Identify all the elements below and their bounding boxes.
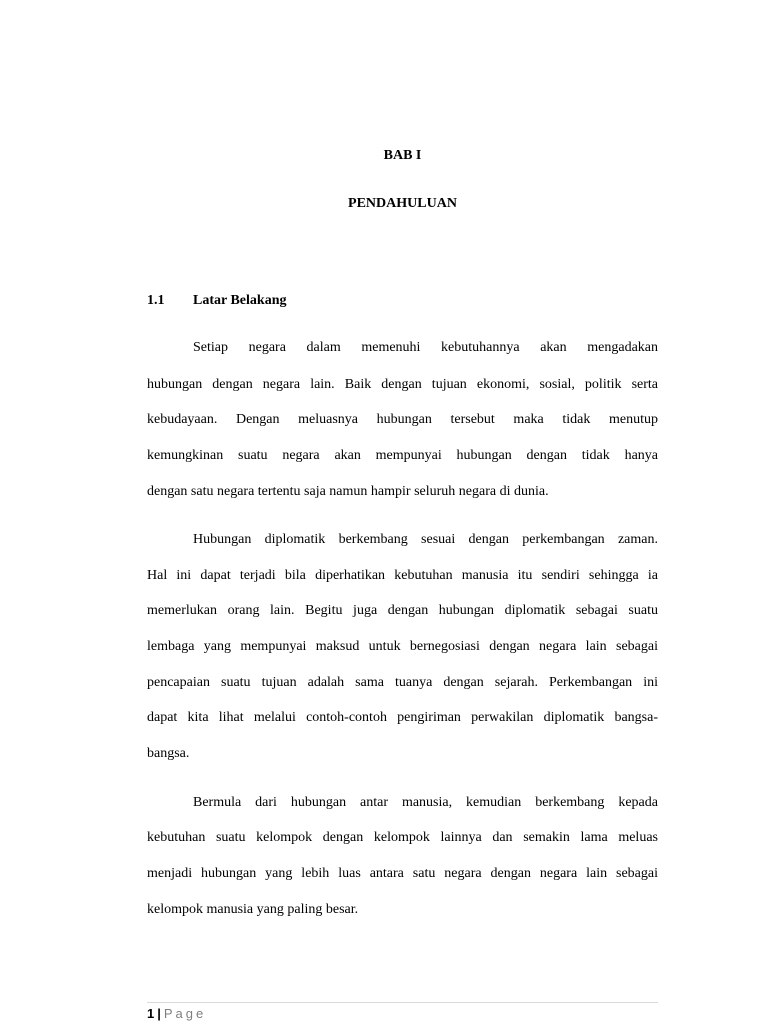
- section-title: Latar Belakang: [193, 293, 287, 308]
- footer-divider: [147, 1002, 658, 1003]
- paragraph-line: Hal ini dapat terjadi bila diperhatikan kebutuhan manusia itu sendiri sehingga ia: [147, 568, 658, 583]
- paragraph-line: Setiap negara dalam memenuhi kebutuhannya akan mengadakan: [193, 340, 658, 355]
- chapter-title: PENDAHULUAN: [348, 196, 457, 211]
- paragraph-line: kebudayaan. Dengan meluasnya hubungan tersebut maka tidak menutup: [147, 412, 658, 427]
- paragraph-line: memerlukan orang lain. Begitu juga dengan hubungan diplomatik sebagai suatu: [147, 603, 658, 618]
- paragraph-line: kebutuhan suatu kelompok dengan kelompok lainnya dan semakin lama meluas: [147, 830, 658, 845]
- paragraph-line: kelompok manusia yang paling besar.: [147, 902, 359, 917]
- page-label: Page: [163, 1006, 207, 1021]
- paragraph-line: menjadi hubungan yang lebih luas antara satu negara dengan negara lain sebagai: [147, 866, 658, 881]
- chapter-heading: BAB I: [383, 148, 422, 163]
- paragraph-line: hubungan dengan negara lain. Baik dengan tujuan ekonomi, sosial, politik serta: [147, 377, 658, 392]
- paragraph-line: dapat kita lihat melalui contoh-contoh pengiriman perwakilan diplomatik bangsa-: [147, 710, 658, 725]
- paragraph-line: Bermula dari hubungan antar manusia, kemudian berkembang kepada: [193, 795, 658, 810]
- paragraph-line: Hubungan diplomatik berkembang sesuai dengan perkembangan zaman.: [193, 532, 658, 547]
- section-number: 1.1: [147, 293, 165, 308]
- paragraph-line: pencapaian suatu tujuan adalah sama tuanya dengan sejarah. Perkembangan ini: [147, 675, 658, 690]
- paragraph-line: kemungkinan suatu negara akan mempunyai hubungan dengan tidak hanya: [147, 448, 658, 463]
- paragraph-line: dengan satu negara tertentu saja namun hampir seluruh negara di dunia.: [147, 484, 549, 499]
- page-footer: [147, 1006, 206, 1022]
- paragraph-line: bangsa.: [147, 746, 190, 761]
- page-number: 1: [147, 1006, 155, 1021]
- section-heading: [147, 293, 658, 309]
- footer-separator: |: [157, 1006, 161, 1021]
- paragraph-line: lembaga yang mempunyai maksud untuk bernegosiasi dengan negara lain sebagai: [147, 639, 658, 654]
